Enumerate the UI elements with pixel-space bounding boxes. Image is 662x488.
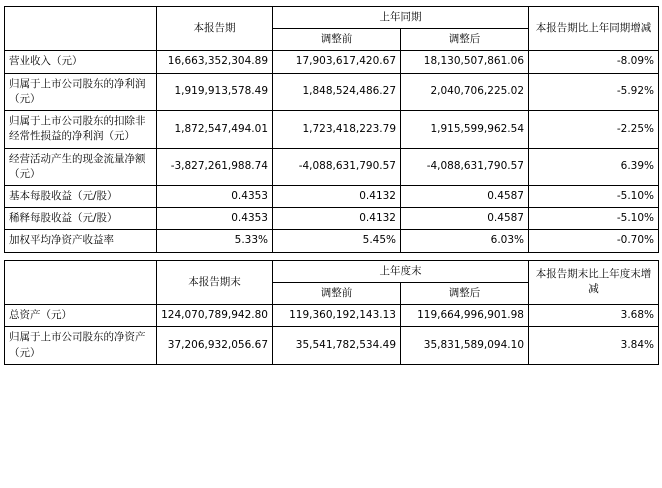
header-prior-year-end-group: 上年度末 (273, 260, 529, 282)
cell-change: -8.09% (529, 51, 659, 73)
header-current-period: 本报告期 (157, 7, 273, 51)
table-row (5, 208, 659, 230)
row-label: 归属于上市公司股东的净利润（元） (5, 73, 157, 110)
period-comparison-table (4, 6, 659, 253)
cell-change: -5.10% (529, 208, 659, 230)
cell-current: 0.4353 (157, 185, 273, 207)
cell-current: 1,872,547,494.01 (157, 111, 273, 148)
cell-prev-after: 1,915,599,962.54 (401, 111, 529, 148)
cell-prev-before: 0.4132 (273, 185, 401, 207)
cell-change: -5.92% (529, 73, 659, 110)
cell-prev-after: -4,088,631,790.57 (401, 148, 529, 185)
cell-change: -0.70% (529, 230, 659, 252)
header-before-adjustment: 调整前 (273, 282, 401, 304)
header-after-adjustment: 调整后 (401, 282, 529, 304)
cell-change: 6.39% (529, 148, 659, 185)
cell-prev-before: 5.45% (273, 230, 401, 252)
table-row (5, 148, 659, 185)
row-label: 归属于上市公司股东的扣除非经常性损益的净利润（元） (5, 111, 157, 148)
table-row (5, 73, 659, 110)
row-label: 基本每股收益（元/股） (5, 185, 157, 207)
table-row (5, 305, 659, 327)
header-current-period-end: 本报告期末 (157, 260, 273, 304)
table-header-row-group (5, 7, 659, 29)
cell-change: 3.84% (529, 327, 659, 364)
table-gap (4, 253, 658, 260)
cell-current: 124,070,789,942.80 (157, 305, 273, 327)
row-label: 经营活动产生的现金流量净额（元） (5, 148, 157, 185)
cell-prev-before: -4,088,631,790.57 (273, 148, 401, 185)
table-row (5, 111, 659, 148)
table-row (5, 185, 659, 207)
cell-prev-after: 18,130,507,861.06 (401, 51, 529, 73)
header-change-group: 本报告期比上年同期增减 (529, 7, 659, 51)
header-before-adjustment: 调整前 (273, 29, 401, 51)
cell-change: -2.25% (529, 111, 659, 148)
header-change-group: 本报告期末比上年度末增减 (529, 260, 659, 304)
row-label: 总资产（元） (5, 305, 157, 327)
cell-prev-after: 2,040,706,225.02 (401, 73, 529, 110)
cell-current: 16,663,352,304.89 (157, 51, 273, 73)
cell-prev-before: 1,848,524,486.27 (273, 73, 401, 110)
row-label: 稀释每股收益（元/股） (5, 208, 157, 230)
row-label: 归属于上市公司股东的净资产（元） (5, 327, 157, 364)
cell-prev-before: 119,360,192,143.13 (273, 305, 401, 327)
row-label: 加权平均净资产收益率 (5, 230, 157, 252)
cell-prev-after: 0.4587 (401, 208, 529, 230)
header-corner-blank (5, 7, 157, 51)
cell-prev-after: 119,664,996,901.98 (401, 305, 529, 327)
cell-current: -3,827,261,988.74 (157, 148, 273, 185)
cell-current: 5.33% (157, 230, 273, 252)
header-corner-blank (5, 260, 157, 304)
cell-prev-before: 35,541,782,534.49 (273, 327, 401, 364)
cell-current: 1,919,913,578.49 (157, 73, 273, 110)
cell-current: 37,206,932,056.67 (157, 327, 273, 364)
cell-prev-before: 0.4132 (273, 208, 401, 230)
cell-prev-after: 0.4587 (401, 185, 529, 207)
row-label: 营业收入（元） (5, 51, 157, 73)
header-after-adjustment: 调整后 (401, 29, 529, 51)
table-row (5, 51, 659, 73)
table-row (5, 327, 659, 364)
cell-change: 3.68% (529, 305, 659, 327)
cell-prev-after: 35,831,589,094.10 (401, 327, 529, 364)
cell-change: -5.10% (529, 185, 659, 207)
table-row (5, 230, 659, 252)
cell-current: 0.4353 (157, 208, 273, 230)
header-prior-period-group: 上年同期 (273, 7, 529, 29)
period-end-comparison-table (4, 260, 659, 365)
cell-prev-after: 6.03% (401, 230, 529, 252)
table-header-row-group (5, 260, 659, 282)
cell-prev-before: 1,723,418,223.79 (273, 111, 401, 148)
cell-prev-before: 17,903,617,420.67 (273, 51, 401, 73)
